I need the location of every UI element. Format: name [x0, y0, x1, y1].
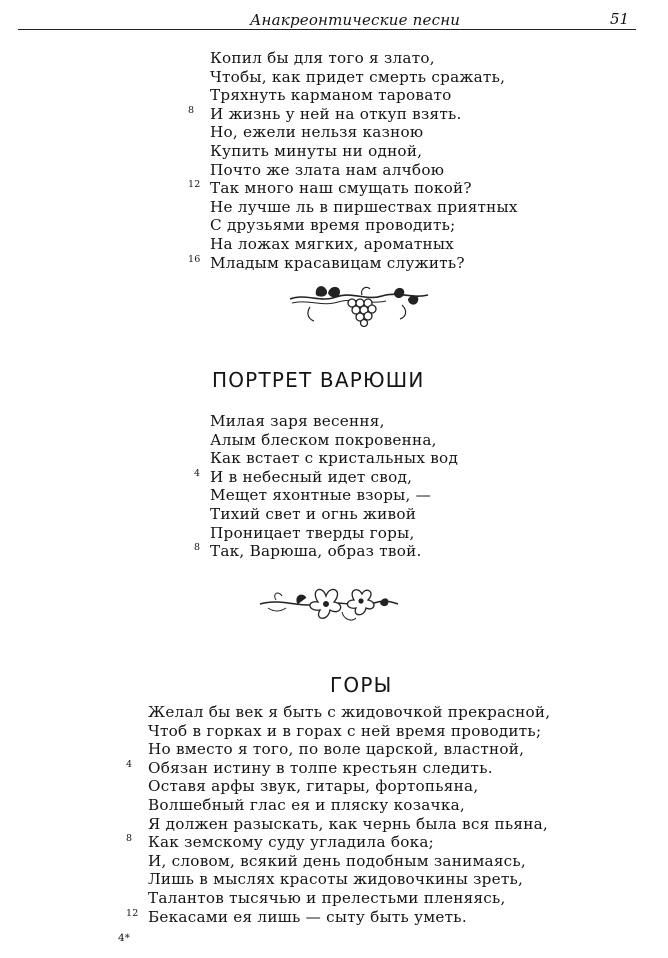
line-number: 4: [194, 467, 201, 479]
verse-line-text: Но вместо я того, по воле царской, властной,: [148, 740, 525, 759]
verse-line-text: Чтоб в горках и в горах с ней время проводить;: [148, 721, 542, 740]
line-number: 8: [188, 104, 195, 116]
verse-line-text: С друзьями время проводить;: [210, 216, 456, 235]
verse-line-text: Как земскому суду угладила бока;: [148, 833, 435, 852]
verse-line-text: Копил бы для того я злато,: [210, 49, 435, 67]
verse-line: [210, 198, 518, 217]
header-rule: [18, 29, 636, 30]
verse-line: [210, 142, 518, 161]
verse-line: [126, 833, 550, 852]
verse-line: [210, 86, 518, 105]
verse-line-text: Волшебный глас ея и пляску козачка,: [148, 795, 465, 814]
verse-line-text: Оставя арфы звук, гитары, фортопьяна,: [148, 777, 479, 796]
verse-line-text: Почто же злата нам алчбою: [210, 160, 445, 179]
poem-title-portret-varyushi: ПОРТРЕТ ВАРЮШИ: [212, 368, 425, 392]
verse-line: [210, 505, 458, 524]
page-number: 51: [610, 10, 630, 28]
verse-line: [148, 722, 550, 741]
verse-line-text: На ложах мягких, ароматных: [210, 234, 454, 253]
verse-line: [188, 179, 518, 198]
verse-line-text: И в небесный идет свод,: [210, 467, 413, 486]
verse-line: [210, 49, 518, 68]
line-number: 12: [126, 907, 139, 919]
verse-line: [194, 467, 458, 487]
line-number: 8: [194, 542, 201, 554]
verse-line: [148, 870, 550, 889]
verse-line: [148, 796, 550, 815]
verse-line-text: Талантов тысячью и прелестьми пленяясь,: [148, 888, 506, 907]
verse-line-text: Лишь в мыслях красоты жидовочкины зреть,: [148, 870, 524, 889]
poem-title-gory: ГОРЫ: [330, 673, 393, 697]
grape-vine-ornament-icon: [286, 281, 432, 327]
verse-line: [194, 542, 458, 561]
signature-mark: 4*: [118, 932, 130, 944]
verse-line-text: Желал бы век я быть с жидовочкой прекрасной,: [148, 703, 551, 721]
verse-line: [126, 907, 550, 927]
verse-line-text: Так много наш смущать покой?: [210, 179, 472, 198]
verse-line-text: И, словом, всякий день подобным занимаясь,: [148, 851, 527, 870]
verse-line: [210, 235, 518, 254]
verse-line: [210, 486, 458, 505]
poem-1-stanza: [188, 49, 518, 272]
verse-line-text: Так, Варюша, образ твой.: [210, 542, 422, 561]
poem-3-stanza: [126, 703, 551, 926]
verse-line: [210, 431, 458, 450]
running-head: Анакреонтические песни: [250, 11, 461, 29]
verse-line-text: Но, ежели нельзя казною: [210, 123, 424, 142]
line-number: 16: [188, 253, 201, 265]
verse-line: [148, 815, 550, 834]
verse-line-text: Чтобы, как придет смерть сражать,: [210, 67, 506, 86]
verse-line-text: Милая заря весення,: [210, 412, 385, 430]
verse-line-text: Не лучше ль в пиршествах приятных: [210, 197, 518, 216]
verse-line-text: Обязан истину в толпе крестьян следить.: [148, 758, 493, 777]
verse-line-text: И жизнь у ней на откуп взять.: [210, 104, 462, 123]
verse-line: [148, 740, 550, 759]
verse-line-text: Как встает с кристальных вод: [210, 449, 459, 468]
verse-line: [148, 852, 550, 871]
line-number: 12: [188, 179, 201, 191]
verse-line: [148, 777, 550, 796]
poem-2-stanza: [194, 412, 459, 561]
verse-line-text: Тряхнуть карманом таровато: [210, 86, 452, 105]
line-number: 4: [126, 758, 133, 770]
verse-line-text: Младым красавицам служить?: [210, 253, 465, 272]
verse-line: [210, 216, 518, 235]
verse-line-text: Проницает тверды горы,: [210, 523, 415, 542]
verse-line: [210, 68, 518, 87]
verse-line: [188, 104, 518, 124]
line-number: 8: [126, 833, 133, 845]
verse-line-text: Тихий свет и огнь живой: [210, 504, 417, 523]
verse-line: [126, 758, 550, 778]
verse-line: [210, 161, 518, 180]
verse-line-text: Алым блеском покровенна,: [210, 430, 437, 449]
verse-line: [148, 703, 550, 722]
verse-line-text: Бекасами ея лишь — сыту быть уметь.: [148, 907, 467, 926]
flower-vine-ornament-icon: [258, 582, 400, 626]
verse-line: [210, 412, 458, 431]
verse-line: [148, 889, 550, 908]
verse-line: [210, 449, 458, 468]
verse-line: [188, 253, 518, 273]
verse-line-text: Я должен разыскать, как чернь была вся пьяна,: [148, 814, 548, 833]
verse-line-text: Купить минуты ни одной,: [210, 141, 423, 160]
verse-line: [210, 123, 518, 142]
verse-line-text: Мещет яхонтные взоры, —: [210, 486, 432, 505]
verse-line: [210, 524, 458, 543]
